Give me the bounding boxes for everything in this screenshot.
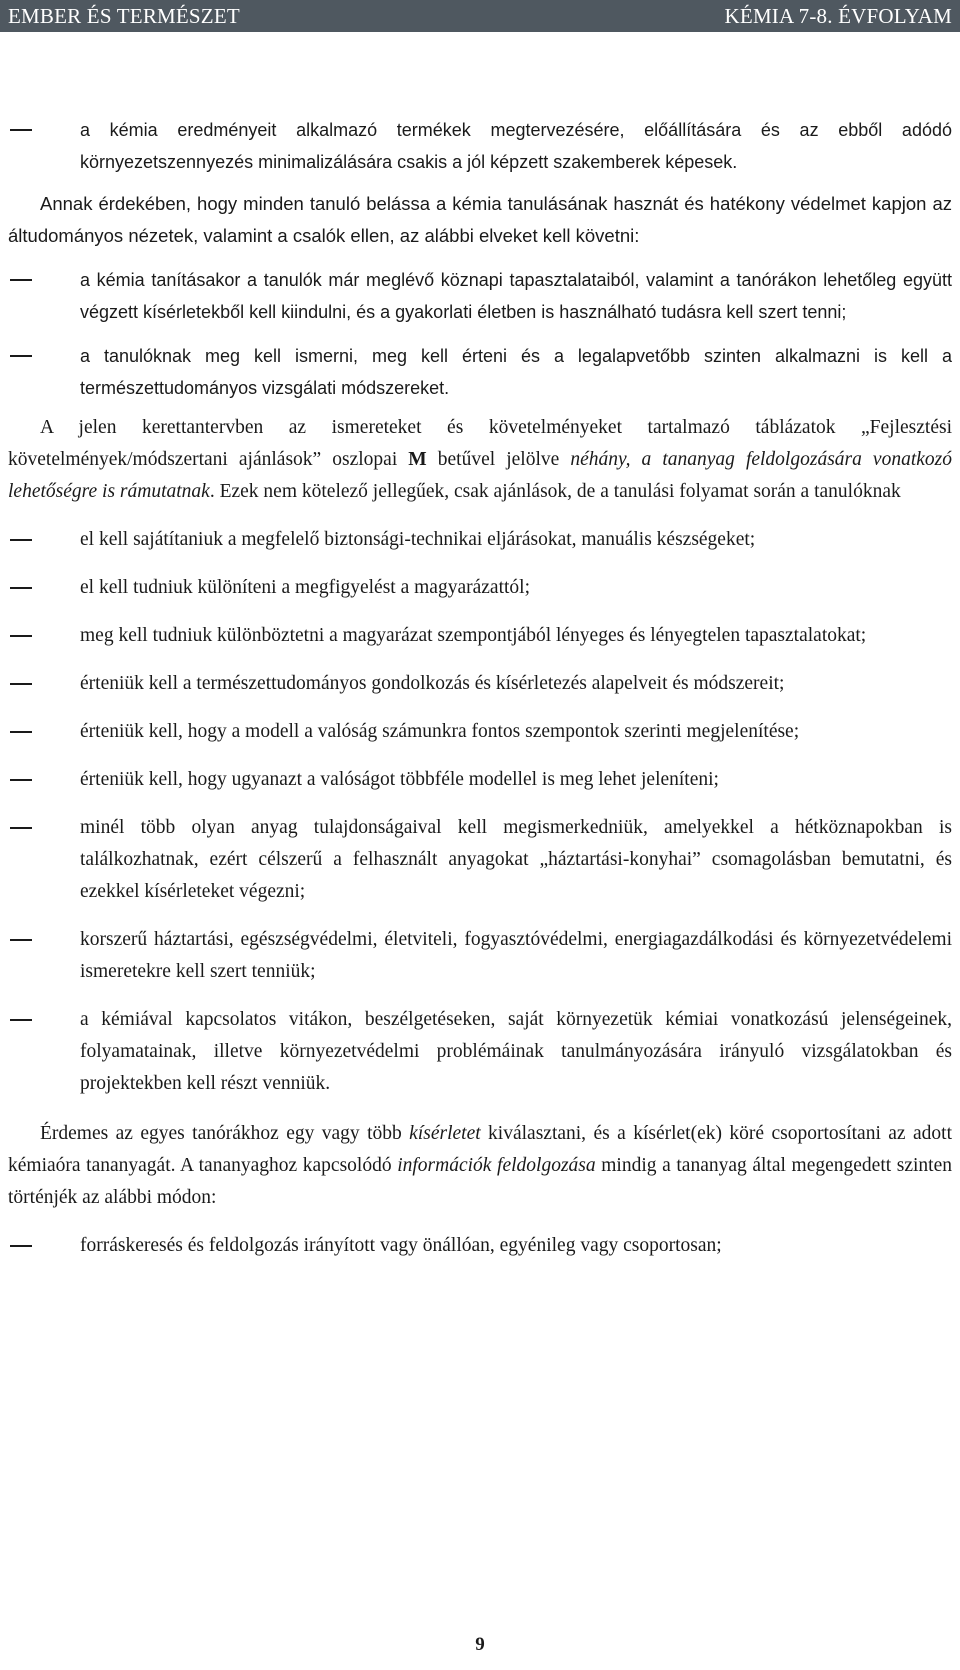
page-content <box>8 114 952 1262</box>
list-item <box>8 620 952 652</box>
dash-bullet <box>10 939 32 941</box>
page-header <box>0 0 960 32</box>
list-item-text: érteniük kell a természettudományos gondolkozás és kísérletezés alapelveit és módszereit; <box>80 673 785 694</box>
list-item <box>8 764 952 796</box>
list-item <box>8 114 952 178</box>
paragraph-text: betűvel jelölve <box>426 449 571 470</box>
dash-bullet <box>10 731 32 733</box>
paragraph-experiments <box>8 1118 952 1214</box>
principles-list <box>8 264 952 404</box>
paragraph-principles: Annak érdekében, hogy minden tanuló belássa a kémia tanulásának hasznát és hatékony védelmet kapjon az áltudományos nézetek, valamint a csalók ellen, az alábbi elveket kell követni: <box>8 193 952 246</box>
list-item-text: el kell tudniuk különíteni a megfigyelést a magyarázattól; <box>80 577 530 598</box>
list-item <box>8 924 952 988</box>
list-item <box>8 1004 952 1100</box>
list-item <box>8 340 952 404</box>
dash-bullet <box>10 129 32 131</box>
list-item <box>8 524 952 556</box>
dash-bullet <box>10 587 32 589</box>
dash-bullet <box>10 635 32 637</box>
paragraph-text: kiválasztani, és a kísérlet(ek) köré csoportosítani az adott kémiaóra tananyagát. A tananyaghoz kapcsolódó <box>8 1123 952 1176</box>
requirements-list <box>8 524 952 1100</box>
paragraph-text: . Ezek nem kötelező jellegűek, csak ajánlások, de a tanulási folyamat során a tanulóknak <box>209 481 901 502</box>
list-item <box>8 668 952 700</box>
paragraph-framework <box>8 412 952 508</box>
page-number: 9 <box>475 1634 485 1655</box>
bold-letter: M <box>408 449 427 470</box>
list-item <box>8 264 952 328</box>
dash-bullet <box>10 827 32 829</box>
list-item-text: korszerű háztartási, egészségvédelmi, életviteli, fogyasztóvédelmi, energiagazdálkodási és környezetvédelemi ismeretekre kell szert tenniük; <box>80 929 952 982</box>
paragraph-text: Érdemes az egyes tanórákhoz egy vagy több <box>40 1123 410 1144</box>
header-left-title: EMBER ÉS TERMÉSZET <box>8 4 240 28</box>
dash-bullet <box>10 1245 32 1247</box>
list-item-text: forráskeresés és feldolgozás irányított vagy önállóan, egyénileg vagy csoportosan; <box>80 1235 722 1256</box>
italic-text: kísérletet <box>409 1123 481 1144</box>
paragraph-text: A jelen kerettantervben az ismereteket és követelményeket tartalmazó táblázatok „Fejlesztési követelmények/módszertani ajánlások” oszlopai <box>8 417 952 470</box>
method-list <box>8 1230 952 1262</box>
list-item-text: minél több olyan anyag tulajdonságaival kell megismerkedniük, amelyekkel a hétköznapokban is találkozhatnak, ezért célszerű a felhasznált anyagokat „háztartási-konyhai” csomagolásban bemutatni, és ezekkel kísérleteket végezni; <box>80 817 952 902</box>
dash-bullet <box>10 1019 32 1021</box>
list-item-text: a kémia eredményeit alkalmazó termékek megtervezésére, előállítására és az ebből adódó környezetszennyezés minimalizálására csakis a jól képzett szakemberek képesek. <box>80 120 952 172</box>
list-item <box>8 716 952 748</box>
paragraph-text: mindig a tananyag által megengedett szinten történjék az alábbi módon: <box>8 1155 952 1208</box>
dash-bullet <box>10 779 32 781</box>
list-item-text: érteniük kell, hogy a modell a valóság számunkra fontos szempontok szerinti megjelenítése; <box>80 721 800 742</box>
dash-bullet <box>10 355 32 357</box>
list-item-text: érteniük kell, hogy ugyanazt a valóságot többféle modellel is meg lehet jeleníteni; <box>80 769 719 790</box>
list-item-text: meg kell tudniuk különböztetni a magyarázat szempontjából lényeges és lényegtelen tapasztalatokat; <box>80 625 867 646</box>
list-item-text: a kémia tanításakor a tanulók már meglévő köznapi tapasztalataiból, valamint a tanórákon lehetőleg együtt végzett kísérletekből kell kiindulni, és a gyakorlati életben is használható tudásra kell szert tenni; <box>80 270 952 322</box>
dash-bullet <box>10 539 32 541</box>
list-item <box>8 572 952 604</box>
header-right-title: KÉMIA 7-8. ÉVFOLYAM <box>724 4 952 28</box>
italic-text: néhány, a tananyag feldolgozására vonatkozó lehetőségre is rámutatnak <box>8 449 952 502</box>
list-item <box>8 812 952 908</box>
italic-text: információk feldolgozása <box>397 1155 596 1176</box>
list-item-text: a kémiával kapcsolatos vitákon, beszélgetéseken, saját környezetük kémiai vonatkozású jelenségeinek, folyamatainak, illetve környezetvédelmi problémáinak tanulmányozására irányuló vizsgálatokban és projektekben kell részt venniük. <box>80 1009 952 1094</box>
list-item-text: a tanulóknak meg kell ismerni, meg kell érteni és a legalapvetőbb szinten alkalmazni is kell a természettudományos vizsgálati módszereket. <box>80 346 952 398</box>
dash-bullet <box>10 683 32 685</box>
list-item-text: el kell sajátítaniuk a megfelelő biztonsági-technikai eljárásokat, manuális készségeket; <box>80 529 756 550</box>
dash-bullet <box>10 279 32 281</box>
list-item <box>8 1230 952 1262</box>
